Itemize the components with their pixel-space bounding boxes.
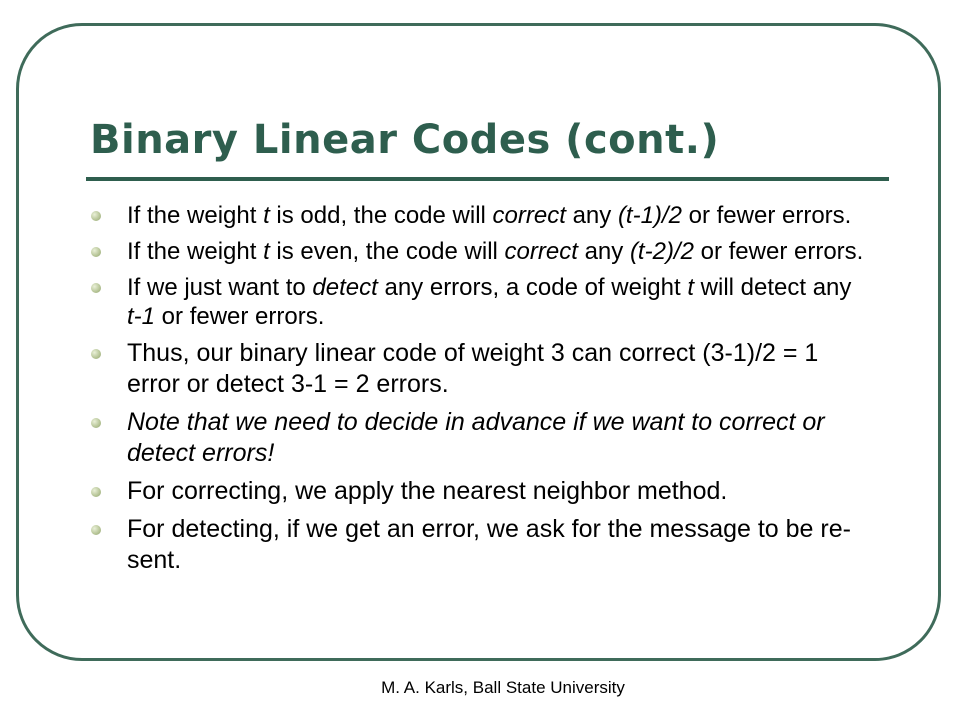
bullet-item-weight-3-example: Thus, our binary linear code of weight 3 can correct (3-1)/2 = 1 error or detect 3-1 = 2 errors. xyxy=(80,338,870,400)
bullet-item-even-weight: If the weight t is even, the code will correct any (t-2)/2 or fewer errors. xyxy=(80,237,870,266)
bullet-dot-icon xyxy=(91,525,101,535)
bullet-dot-icon xyxy=(91,283,101,293)
bullet-item-correcting: For correcting, we apply the nearest neighbor method. xyxy=(80,476,870,507)
bullet-dot-icon xyxy=(91,418,101,428)
bullet-dot-icon xyxy=(91,487,101,497)
bullet-item-detecting: For detecting, if we get an error, we ask for the message to be re-sent. xyxy=(80,514,870,576)
title-underline xyxy=(86,177,889,181)
bullet-dot-icon xyxy=(91,349,101,359)
bullet-dot-icon xyxy=(91,247,101,257)
bullet-item-note: Note that we need to decide in advance if we want to correct or detect errors! xyxy=(80,407,870,469)
bullet-list xyxy=(80,201,870,583)
bullet-dot-icon xyxy=(91,211,101,221)
bullet-item-odd-weight: If the weight t is odd, the code will correct any (t-1)/2 or fewer errors. xyxy=(80,201,870,230)
bullet-item-detect: If we just want to detect any errors, a code of weight t will detect any t-1 or fewer errors. xyxy=(80,273,870,331)
slide-title: Binary Linear Codes (cont.) xyxy=(90,117,720,163)
slide-footer: M. A. Karls, Ball State University xyxy=(381,678,625,697)
